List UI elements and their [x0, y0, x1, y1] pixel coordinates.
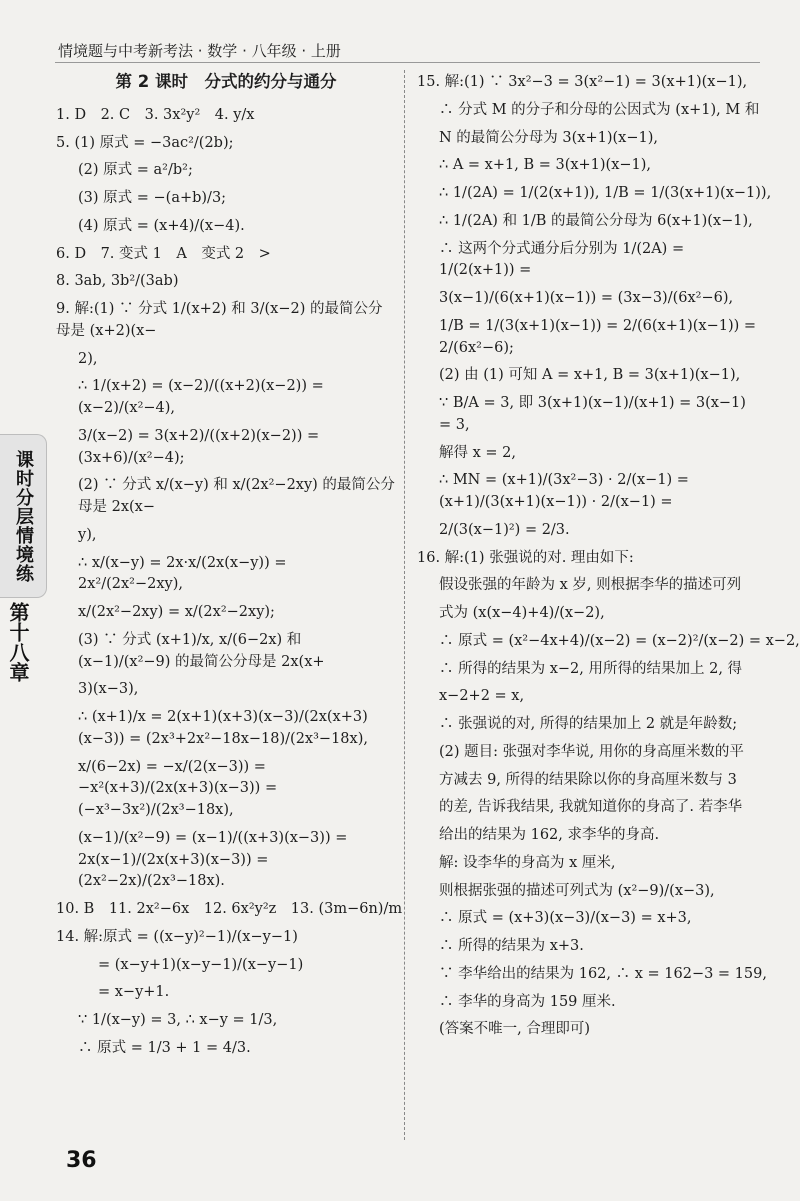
answer-line: ∴ 所得的结果为 x−2, 用所得的结果加上 2, 得 — [439, 660, 743, 677]
answer-line: 2/(3(x−1)²) = 2/3. — [439, 521, 570, 538]
answer-line: 6. D 7. 变式 1 A 变式 2 > — [56, 245, 271, 262]
answer-line: 给出的结果为 162, 求李华的身高. — [439, 827, 660, 843]
side-tab — [0, 434, 47, 598]
answer-line: ∴ 原式 = (x+3)(x−3)/(x−3) = x+3, — [439, 910, 692, 927]
answer-line: N 的最简公分母为 3(x+1)(x−1), — [439, 129, 658, 146]
answer-line: (2) 原式 = a²/b²; — [78, 162, 193, 179]
answer-line: 3/(x−2) = 3(x+2)/((x+2)(x−2)) = (3x+6)/(x²−4); — [78, 427, 320, 466]
answer-line: 方减去 9, 所得的结果除以你的身高厘米数与 3 — [439, 771, 737, 788]
chapter-label: 第十八章 — [6, 602, 30, 682]
answer-line: ∵ 1/(x−y) = 3, ∴ x−y = 1/3, — [78, 1012, 278, 1028]
answer-line: 15. 解:(1) ∵ 3x²−3 = 3(x²−1) = 3(x+1)(x−1), — [417, 74, 748, 90]
answer-line: 14. 解:原式 = ((x−y)²−1)/(x−y−1) — [56, 928, 298, 945]
answer-line: ∴ 张强说的对, 所得的结果加上 2 就是年龄数; — [439, 716, 738, 732]
answer-line: ∴ (x+1)/x = 2(x+1)(x+3)(x−3)/(2x(x+3)(x−3)) = (2x³+2x²−18x−18)/(2x³−18x), — [78, 709, 368, 747]
book-title: 情境题与中考新考法 · 数学 · 八年级 · 上册 — [58, 42, 341, 60]
answer-line: y), — [78, 526, 97, 543]
answer-line: 16. 解:(1) 张强说的对. 理由如下: — [417, 549, 634, 566]
page-number: 36 — [66, 1148, 97, 1173]
answer-line: ∴ 分式 M 的分子和分母的公因式为 (x+1), M 和 — [439, 101, 760, 118]
answer-line: ∴ 李华的身高为 159 厘米. — [439, 993, 616, 1010]
answer-line: 3)(x−3), — [78, 681, 139, 698]
answer-line: ∴ 原式 = 1/3 + 1 = 4/3. — [78, 1039, 251, 1056]
answer-line: 9. 解:(1) ∵ 分式 1/(x+2) 和 3/(x−2) 的最简公分母是 (x+2)(x− — [56, 301, 383, 339]
answer-line: 1/B = 1/(3(x+1)(x−1)) = 2/(6(x+1)(x−1)) = 2/(6x²−6); — [439, 317, 757, 356]
answer-line: (4) 原式 = (x+4)/(x−4). — [78, 217, 245, 234]
answer-line: ∴ 所得的结果为 x+3. — [439, 938, 584, 954]
answer-line: ∴ 1/(x+2) = (x−2)/((x+2)(x−2)) = (x−2)/(x²−4), — [78, 378, 324, 416]
header-rule — [55, 62, 760, 63]
answer-line: ∴ x/(x−y) = 2x·x/(2x(x−y)) = 2x²/(2x²−2xy), — [78, 554, 287, 593]
answer-line: = x−y+1. — [98, 984, 170, 1001]
answer-line: x/(6−2x) = −x/(2(x−3)) = −x²(x+3)/(2x(x+3)(x−3)) = (−x³−3x²)/(2x³−18x), — [78, 758, 278, 818]
answer-line: ∴ MN = (x+1)/(3x²−3) · 2/(x−1) = (x+1)/(3(x+1)(x−1)) · 2/(x−1) = — [439, 472, 689, 510]
answer-line: 解: 设李华的身高为 x 厘米, — [439, 854, 616, 871]
left-column — [56, 70, 403, 1066]
answer-line: 则根据张强的描述可列式为 (x²−9)/(x−3), — [439, 882, 715, 899]
answer-line: ∴ 1/(2A) = 1/(2(x+1)), 1/B = 1/(3(x+1)(x−1)), — [439, 185, 772, 201]
answer-line: (2) 题目: 张强对李华说, 用你的身高厘米数的平 — [439, 743, 744, 760]
answer-line: (x−1)/(x²−9) = (x−1)/((x+3)(x−3)) = 2x(x−1)/(2x(x+3)(x−3)) = (2x²−2x)/(2x³−18x). — [78, 829, 348, 890]
answer-line: (2) ∵ 分式 x/(x−y) 和 x/(2x²−2xy) 的最简公分母是 2x(x− — [78, 477, 395, 515]
answer-line: 式为 (x(x−4)+4)/(x−2), — [439, 605, 605, 621]
answer-line: ∴ 1/(2A) 和 1/B 的最简公分母为 6(x+1)(x−1), — [439, 212, 753, 229]
answer-line: ∴ 原式 = (x²−4x+4)/(x−2) = (x−2)²/(x−2) = x−2, — [439, 632, 800, 649]
answer-line: 2), — [78, 350, 98, 367]
column-divider — [404, 70, 405, 1140]
answer-line: 解得 x = 2, — [439, 444, 516, 461]
answer-line: (答案不唯一, 合理即可) — [439, 1021, 591, 1038]
answer-line: 的差, 告诉我结果, 我就知道你的身高了. 若李华 — [439, 799, 743, 816]
section-title: 第 2 课时 分式的约分与通分 — [115, 72, 337, 91]
answer-line: ∴ 这两个分式通分后分别为 1/(2A) = 1/(2(x+1)) = — [439, 240, 685, 279]
side-tab-label: 课时分层情境练 — [13, 449, 34, 583]
answer-line: = (x−y+1)(x−y−1)/(x−y−1) — [98, 956, 304, 973]
answer-line: 3(x−1)/(6(x+1)(x−1)) = (3x−3)/(6x²−6), — [439, 290, 734, 306]
answer-line: x−2+2 = x, — [439, 688, 525, 705]
answer-line: (3) ∵ 分式 (x+1)/x, x/(6−2x) 和 (x−1)/(x²−9) 的最简公分母是 2x(x+ — [78, 631, 325, 670]
answer-line: 假设张强的年龄为 x 岁, 则根据李华的描述可列 — [439, 577, 742, 594]
answer-line: 1. D 2. C 3. 3x²y² 4. y/x — [56, 106, 255, 123]
answer-line: ∴ A = x+1, B = 3(x+1)(x−1), — [439, 157, 652, 174]
answer-line: (2) 由 (1) 可知 A = x+1, B = 3(x+1)(x−1), — [439, 367, 741, 384]
answer-line: x/(2x²−2xy) = x/(2x²−2xy); — [78, 604, 275, 620]
answer-line: 8. 3ab, 3b²/(3ab) — [56, 273, 179, 290]
answer-line: ∵ B/A = 3, 即 3(x+1)(x−1)/(x+1) = 3(x−1) = 3, — [439, 395, 746, 433]
answer-line: ∵ 李华给出的结果为 162, ∴ x = 162−3 = 159, — [439, 965, 767, 982]
answer-line: 10. B 11. 2x²−6x 12. 6x²y²z 13. (3m−6n)/m — [56, 901, 403, 917]
answer-line: (3) 原式 = −(a+b)/3; — [78, 190, 227, 206]
answer-line: 5. (1) 原式 = −3ac²/(2b); — [56, 134, 234, 151]
right-column — [417, 66, 800, 1047]
